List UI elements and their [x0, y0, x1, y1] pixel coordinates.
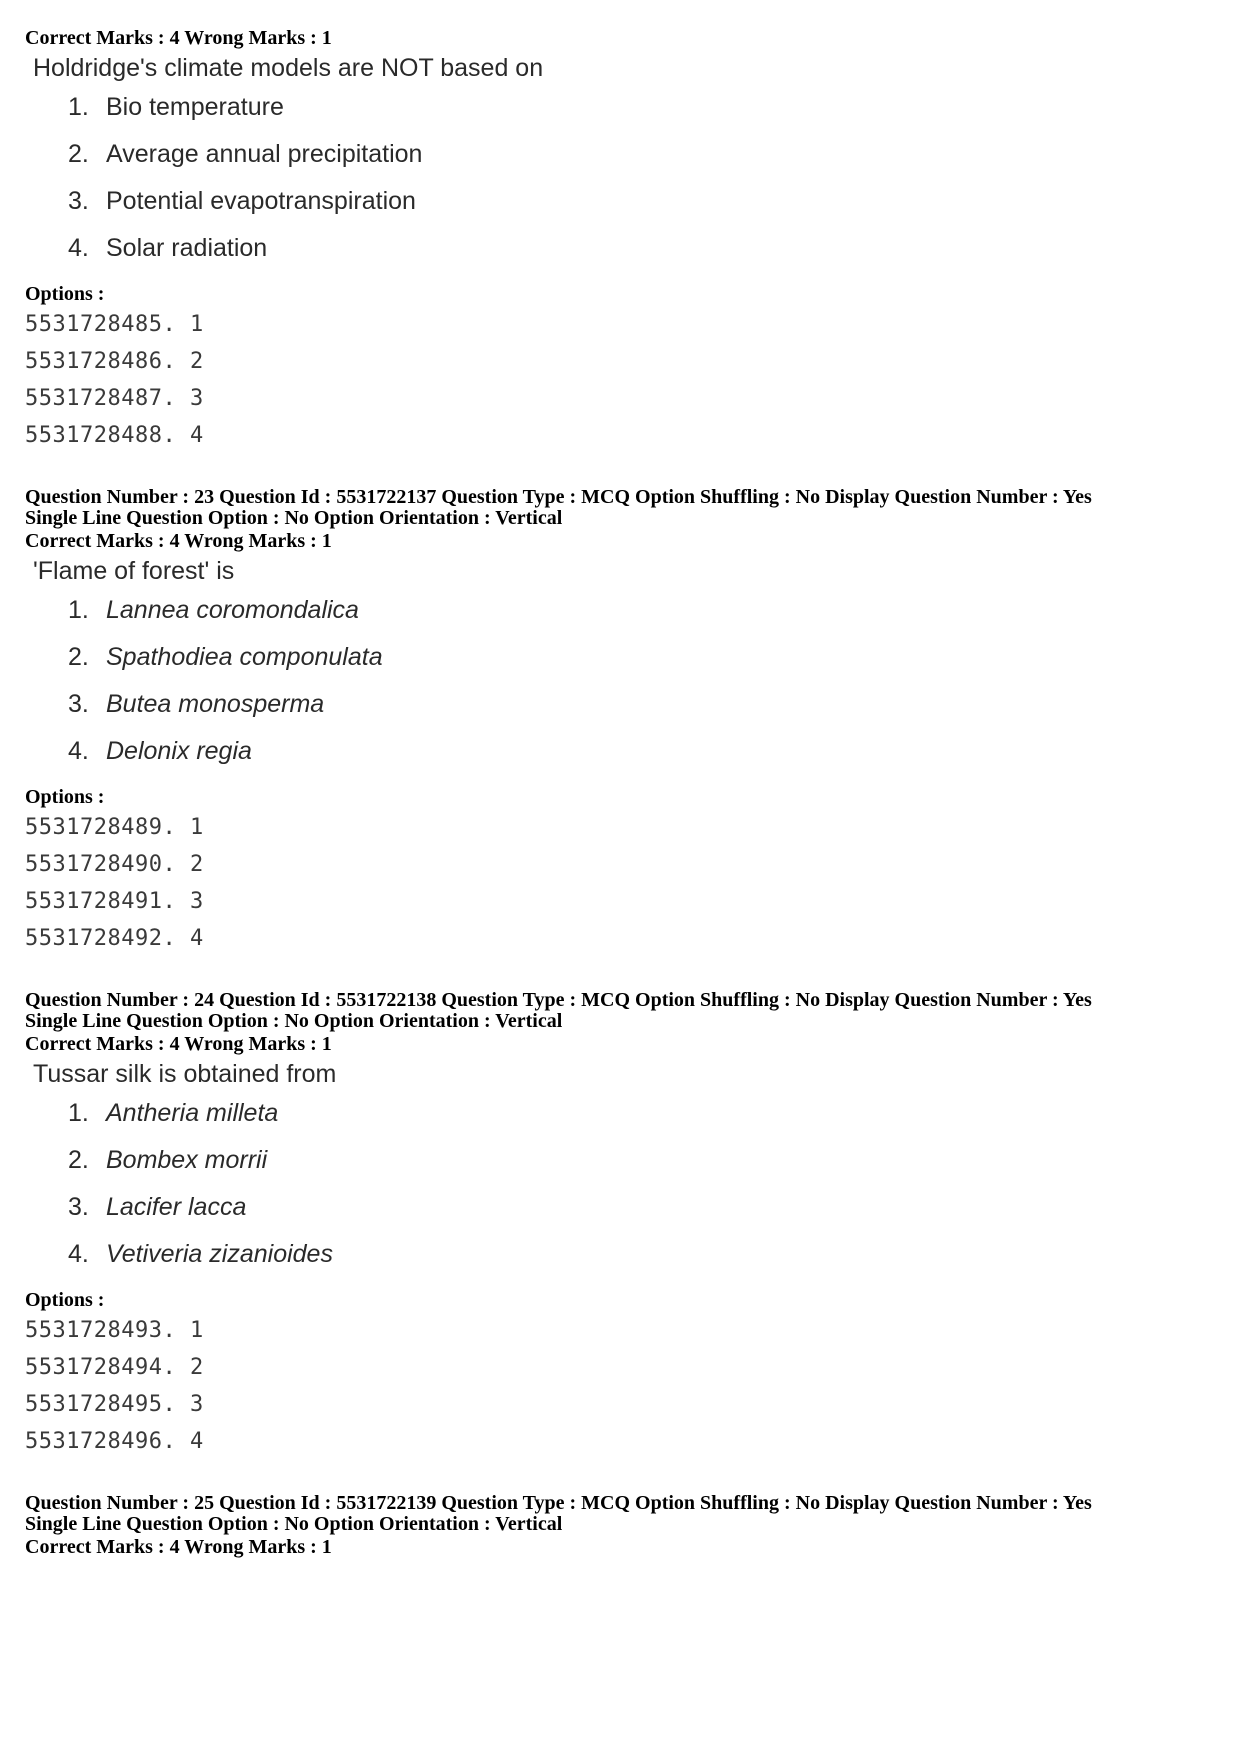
option-id: 5531728492. 4 [25, 926, 204, 951]
choice-item: 1. Antheria milleta [68, 1099, 279, 1127]
marks-line: Correct Marks : 4 Wrong Marks : 1 [25, 530, 332, 552]
question-22 [25, 26, 1215, 454]
option-id: 5531728491. 3 [25, 889, 204, 914]
spacer [25, 1460, 1215, 1493]
choice-item: 4. Solar radiation [68, 234, 268, 262]
question-24 [25, 990, 1215, 1460]
choice-item: 2. Average annual precipitation [68, 140, 423, 168]
choice-list [33, 587, 1215, 775]
question-23 [25, 487, 1215, 957]
question-meta: Question Number : 25 Question Id : 5531722139 Question Type : MCQ Option Shuffling : No Display Question Number : Yes [25, 1492, 1092, 1514]
marks-line: Correct Marks : 4 Wrong Marks : 1 [25, 1033, 332, 1055]
question-image [33, 1058, 1215, 1278]
choice-item: 4. Delonix regia [68, 737, 252, 765]
choice-list [33, 84, 1215, 272]
question-25 [25, 1493, 1215, 1559]
question-stem: Tussar silk is obtained from [33, 1060, 337, 1088]
choice-list [33, 1090, 1215, 1278]
question-meta: Single Line Question Option : No Option Orientation : Vertical [25, 1513, 563, 1535]
options-label: Options : [25, 1289, 105, 1311]
question-image [33, 52, 1215, 272]
choice-item: 3. Butea monosperma [68, 690, 325, 718]
option-id: 5531728486. 2 [25, 349, 204, 374]
question-meta: Question Number : 23 Question Id : 5531722137 Question Type : MCQ Option Shuffling : No Display Question Number : Yes [25, 486, 1092, 508]
choice-item: 3. Lacifer lacca [68, 1193, 247, 1221]
marks-line: Correct Marks : 4 Wrong Marks : 1 [25, 1536, 332, 1558]
option-id: 5531728495. 3 [25, 1392, 204, 1417]
question-meta: Question Number : 24 Question Id : 5531722138 Question Type : MCQ Option Shuffling : No Display Question Number : Yes [25, 989, 1092, 1011]
option-id: 5531728487. 3 [25, 386, 204, 411]
choice-item: 3. Potential evapotranspiration [68, 187, 416, 215]
option-id: 5531728490. 2 [25, 852, 204, 877]
spacer [25, 454, 1215, 487]
choice-item: 1. Bio temperature [68, 93, 284, 121]
spacer [25, 957, 1215, 990]
choice-item: 2. Bombex morrii [68, 1146, 268, 1174]
option-id: 5531728488. 4 [25, 423, 204, 448]
document-page [25, 26, 1215, 1559]
options-label: Options : [25, 786, 105, 808]
question-meta: Single Line Question Option : No Option Orientation : Vertical [25, 1010, 563, 1032]
question-stem: 'Flame of forest' is [33, 557, 235, 585]
choice-item: 1. Lannea coromondalica [68, 596, 359, 624]
question-stem: Holdridge's climate models are NOT based on [33, 54, 544, 82]
option-id: 5531728494. 2 [25, 1355, 204, 1380]
options-label: Options : [25, 283, 105, 305]
marks-line: Correct Marks : 4 Wrong Marks : 1 [25, 27, 332, 49]
option-id: 5531728485. 1 [25, 312, 204, 337]
option-id: 5531728489. 1 [25, 815, 204, 840]
option-id: 5531728493. 1 [25, 1318, 204, 1343]
choice-item: 2. Spathodiea componulata [68, 643, 383, 671]
choice-item: 4. Vetiveria zizanioides [68, 1240, 333, 1268]
option-id: 5531728496. 4 [25, 1429, 204, 1454]
question-meta: Single Line Question Option : No Option Orientation : Vertical [25, 507, 563, 529]
question-image [33, 555, 1215, 775]
